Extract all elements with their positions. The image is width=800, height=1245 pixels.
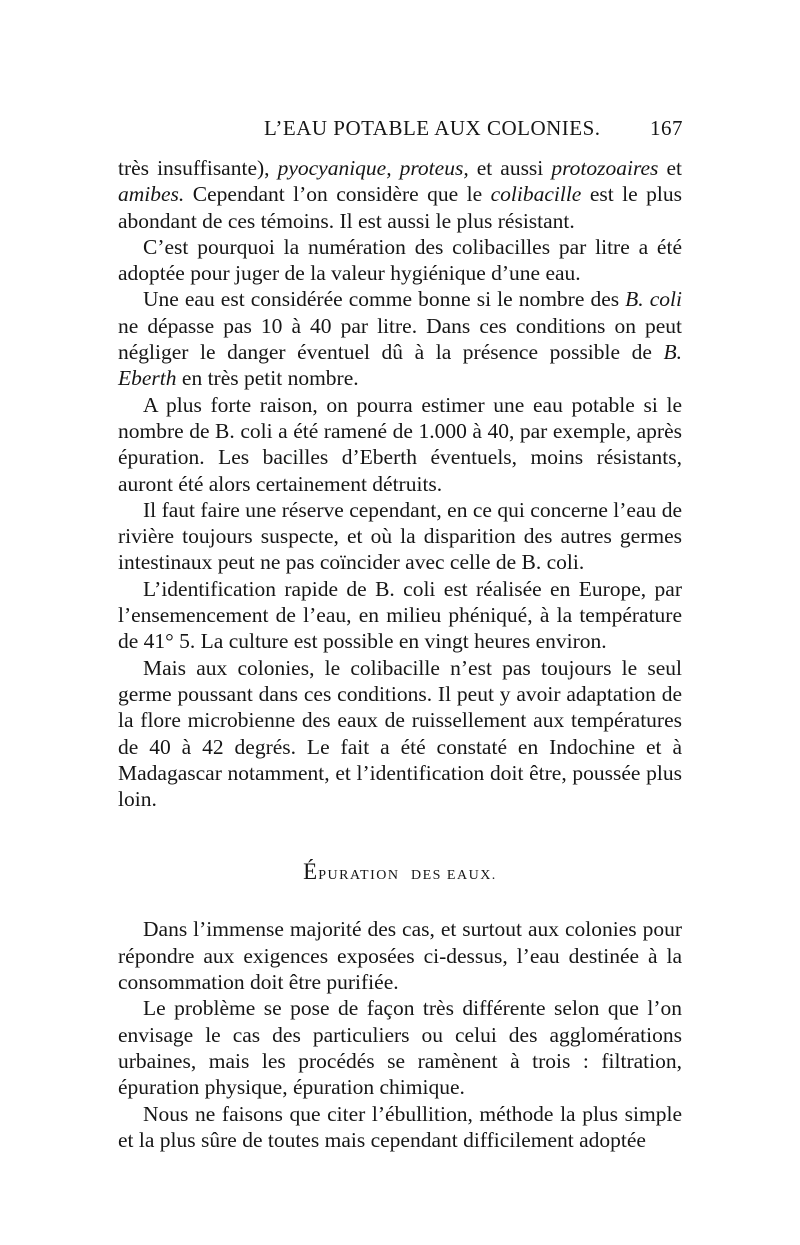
text-run: Dans l’immense majorité des cas, et surtout aux colonies pour répondre aux exigences exposées ci-dessus, l’eau destinée à la consommation doit être purifiée. xyxy=(118,917,682,995)
text-run: Le problème se pose de façon très différente selon que l’on envisage le cas des particuliers ou celui des agglomérations urbaines, mais les procédés se ramènent à trois : filtration, épuration physique, épuration chimique. xyxy=(118,996,682,1100)
italic-text: amibes. xyxy=(118,182,185,207)
section-heading-initial: É xyxy=(303,859,319,885)
text-run: C’est pourquoi la numération des colibacilles par litre a été adoptée pour juger de la valeur hygiénique d’une eau. xyxy=(118,234,682,286)
paragraph xyxy=(118,916,682,995)
paragraph xyxy=(118,234,682,287)
text-run: L’identification rapide de B. coli est réalisée en Europe, par l’ensemencement de l’eau, en milieu phéniqué, à la température de 41° 5. La culture est possible en vingt heures environ. xyxy=(118,576,682,654)
paragraph xyxy=(118,995,682,1100)
paragraph xyxy=(118,655,682,813)
text-run: Une eau est considérée comme bonne si le nombre des xyxy=(143,287,626,312)
text-run: et xyxy=(658,156,682,180)
text-run: A plus forte raison, on pourra estimer une eau potable si le nombre de B. coli a été ramené de 1.000 à 40, par exemple, après épuration. Les bacilles d’Eberth éventuels, moins résistants, auront été alors certainement détruits. xyxy=(118,392,682,496)
text-run: ne dépasse pas 10 à 40 par litre. Dans ces conditions on peut négliger le danger éventuel dû à la présence possible de xyxy=(118,313,682,365)
running-title: L’EAU POTABLE AUX COLONIES. xyxy=(264,116,601,140)
paragraph xyxy=(118,155,682,234)
text-run: est le plus abondant de ces témoins. Il est aussi le plus résistant. xyxy=(118,182,682,233)
paragraph xyxy=(118,497,682,576)
italic-text: pyocyanique, proteus, xyxy=(277,156,469,180)
section-heading xyxy=(118,859,682,889)
text-run: et aussi xyxy=(468,156,552,180)
section-heading-rest: DES EAUX. xyxy=(410,868,497,884)
paragraph xyxy=(118,392,682,497)
text-run: Il faut faire une réserve cependant, en ce qui concerne l’eau de rivière toujours suspecte, et où la disparition des autres germes intestinaux peut ne pas coïncider avec celle de B. coli. xyxy=(118,497,682,575)
italic-text: colibacille xyxy=(490,182,582,207)
running-head xyxy=(118,116,683,146)
italic-text: B. coli xyxy=(625,287,682,312)
text-run: très insuffisante), xyxy=(118,156,278,180)
paragraph xyxy=(118,1101,682,1154)
paragraph xyxy=(118,576,682,655)
italic-text: B. Eberth xyxy=(118,340,682,391)
section-heading-word: PURATION xyxy=(318,868,400,884)
paragraph xyxy=(118,286,682,391)
page-number: 167 xyxy=(650,116,683,140)
text-run: Cependant l’on considère que le xyxy=(184,182,491,207)
text-run: Nous ne faisons que citer l’ébullition, méthode la plus simple et la plus sûre de toutes mais cependant difficilement adoptée xyxy=(118,1101,682,1152)
body-text xyxy=(118,155,682,1153)
text-run: en très petit nombre. xyxy=(176,366,359,391)
text-run: Mais aux colonies, le colibacille n’est pas toujours le seul germe poussant dans ces conditions. Il peut y avoir adaptation de la flore microbienne des eaux de ruissellement aux températures de 40 à 42 degrés. Le fait a été constaté en Indochine et à Madagascar notamment, et l’identification doit être, poussée plus loin. xyxy=(118,655,682,812)
italic-text: protozoaires xyxy=(551,156,659,180)
